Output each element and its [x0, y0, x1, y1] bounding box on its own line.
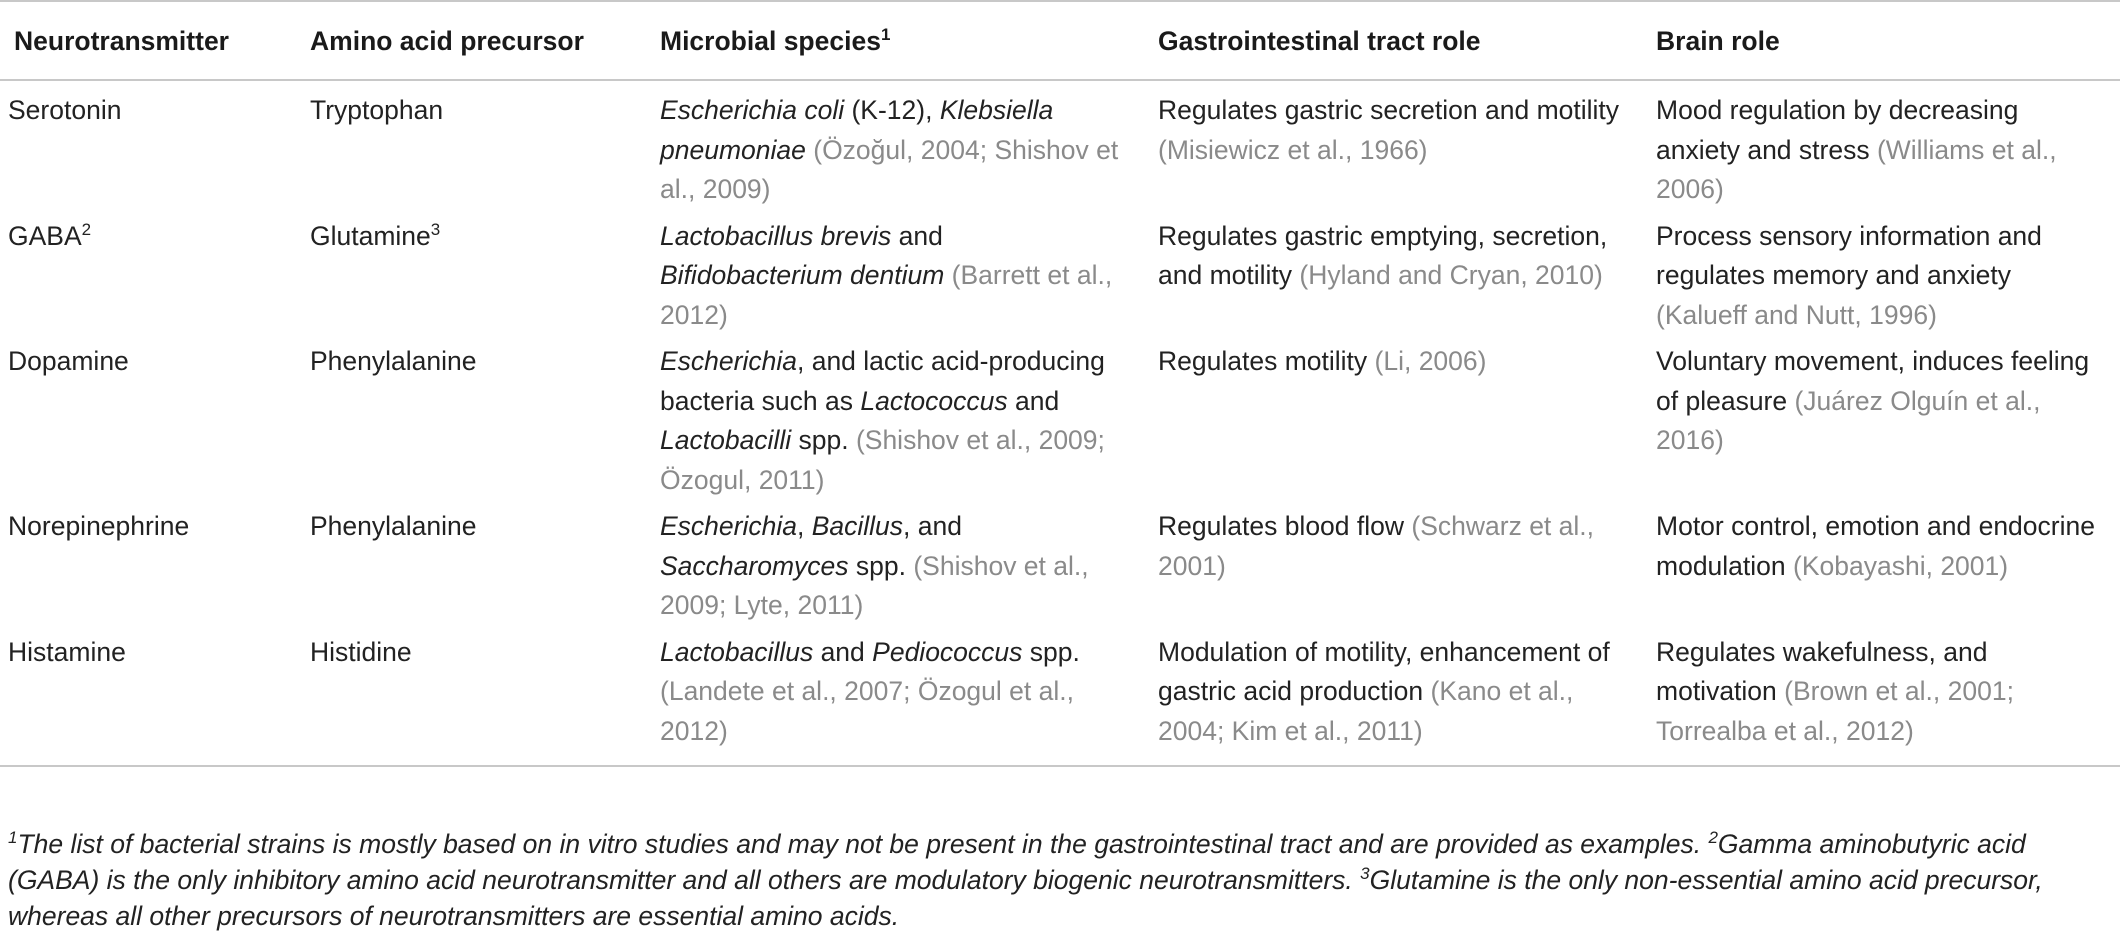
citation: (Özoğul, 2004; Shishov et al., 2009)	[660, 134, 1119, 204]
cell-text: Regulates gastric secretion and motility	[1158, 95, 1620, 125]
cell-text: Voluntary movement, induces feeling of pleasure	[1656, 346, 2090, 416]
citation: (Shishov et al., 2009; Özogul, 2011)	[660, 425, 1105, 495]
cell-precursor	[300, 629, 650, 767]
cell-microbial-species	[650, 213, 1148, 339]
table-row	[0, 338, 2120, 503]
cell-text: , and	[903, 511, 962, 541]
cell-text: , and lactic acid-producing bacteria such as	[660, 346, 1105, 416]
precursor-name: Histidine	[310, 636, 412, 667]
cell-precursor	[300, 503, 650, 629]
citation: (Hyland and Cryan, 2010)	[1299, 260, 1603, 290]
cell-text: Regulates wakefulness, and motivation	[1656, 636, 1988, 706]
precursor-name: Tryptophan	[310, 95, 444, 125]
citation: (Brown et al., 2001; Torrealba et al., 2012)	[1656, 676, 2014, 746]
cell-gi-role	[1148, 80, 1646, 213]
cell-text: (K-12),	[844, 95, 940, 125]
citation: (Shishov et al., 2009; Lyte, 2011)	[660, 550, 1089, 620]
cell-text: Regulates gastric emptying, secretion, and motility	[1158, 220, 1608, 290]
cell-neurotransmitter	[0, 503, 300, 629]
footnote-number: 3	[1360, 864, 1370, 884]
cell-gi-role	[1148, 213, 1646, 339]
citation: (Williams et al., 2006)	[1656, 134, 2057, 204]
neurotransmitter-name: Norepinephrine	[8, 511, 190, 541]
neurotransmitter-name: Histamine	[8, 636, 126, 667]
citation: (Landete et al., 2007; Özogul et al., 2012)	[660, 676, 1074, 746]
cell-brain-role	[1646, 213, 2120, 339]
species-name: Bacillus	[811, 511, 904, 541]
species-name: Bifidobacterium dentium	[660, 260, 945, 290]
table-body	[0, 80, 2120, 766]
neurotransmitter-name: Dopamine	[8, 346, 129, 376]
cell-neurotransmitter	[0, 213, 300, 339]
header-neurotransmitter-label: Neurotransmitter	[14, 26, 229, 56]
citation: (Schwarz et al., 2001)	[1158, 511, 1595, 581]
species-name: Escherichia	[660, 346, 797, 376]
species-name: Lactobacillus	[660, 636, 814, 667]
cell-brain-role	[1646, 338, 2120, 503]
species-name: Escherichia coli	[660, 95, 845, 125]
header-species-footnote-marker: 1	[880, 25, 891, 45]
footnote-marker: 3	[430, 219, 441, 239]
footnote-marker: 2	[81, 219, 92, 239]
cell-text	[944, 260, 951, 290]
species-name: Lactococcus	[860, 385, 1008, 416]
citation: (Li, 2006)	[1374, 346, 1487, 376]
cell-gi-role	[1148, 629, 1646, 767]
cell-text: Process sensory information and regulates memory and anxiety	[1656, 220, 2042, 290]
header-gi-label: Gastrointestinal tract role	[1158, 26, 1481, 56]
cell-text: Motor control, emotion and endocrine modulation	[1656, 511, 2095, 581]
cell-gi-role	[1148, 503, 1646, 629]
precursor-name: Phenylalanine	[310, 511, 477, 541]
cell-microbial-species	[650, 338, 1148, 503]
cell-text: and	[891, 220, 943, 251]
footnote-number: 1	[8, 828, 18, 848]
header-gi-tract-role	[1148, 1, 1646, 80]
cell-text: Regulates motility	[1158, 346, 1375, 376]
cell-gi-role	[1148, 338, 1646, 503]
cell-brain-role	[1646, 503, 2120, 629]
cell-neurotransmitter	[0, 629, 300, 767]
cell-text: and	[813, 636, 873, 667]
header-precursor-label: Amino acid precursor	[310, 26, 584, 56]
precursor-name: Phenylalanine	[310, 346, 477, 376]
cell-text: and	[1007, 385, 1060, 416]
cell-brain-role	[1646, 629, 2120, 767]
species-name: Klebsiella pneumoniae	[660, 95, 1054, 165]
neurotransmitter-name: Serotonin	[8, 95, 122, 125]
cell-text: Mood regulation by decreasing anxiety and stress	[1656, 95, 2019, 165]
cell-text: Modulation of motility, enhancement of gastric acid production	[1158, 636, 1610, 706]
cell-text: Regulates blood flow	[1158, 511, 1412, 541]
footnote-number: 2	[1708, 828, 1718, 848]
header-species-label: Microbial species	[660, 26, 881, 56]
cell-precursor	[300, 338, 650, 503]
citation: (Misiewicz et al., 1966)	[1158, 134, 1428, 165]
citation: (Kobayashi, 2001)	[1793, 550, 2009, 581]
species-name: Lactobacilli	[660, 425, 792, 455]
cell-neurotransmitter	[0, 80, 300, 213]
table-header	[0, 1, 2120, 80]
cell-microbial-species	[650, 80, 1148, 213]
cell-microbial-species	[650, 629, 1148, 767]
precursor-name: Glutamine	[310, 220, 431, 251]
cell-text: ,	[796, 511, 812, 541]
footnote-text: Gamma aminobutyric acid (GABA) is the only inhibitory amino acid neurotransmitter and all others are modulatory biogenic neurotransmitters.	[8, 829, 2026, 895]
header-brain-label: Brain role	[1656, 26, 1780, 56]
species-name: Lactobacillus brevis	[660, 220, 892, 251]
cell-precursor	[300, 80, 650, 213]
footnote-text: The list of bacterial strains is mostly based on in vitro studies and may not be present in the gastrointestinal tract and are provided as examples.	[17, 829, 1709, 859]
table-row	[0, 503, 2120, 629]
citation: (Juárez Olguín et al., 2016)	[1656, 385, 2041, 455]
cell-text: spp.	[848, 550, 914, 581]
cell-brain-role	[1646, 80, 2120, 213]
neurotransmitter-name: GABA	[8, 220, 82, 251]
species-name: Saccharomyces	[660, 550, 849, 581]
header-microbial-species	[650, 1, 1148, 80]
table-row	[0, 80, 2120, 213]
cell-text: spp.	[791, 425, 856, 455]
table-footnotes	[8, 826, 2108, 934]
table-row	[0, 213, 2120, 339]
citation: (Kalueff and Nutt, 1996)	[1656, 299, 1937, 330]
footnote-text: Glutamine is the only non-essential amino acid precursor, whereas all other precursors of neurotransmitters are essential amino acids.	[8, 865, 2043, 931]
table-row	[0, 629, 2120, 767]
species-name: Escherichia	[660, 511, 797, 541]
cell-neurotransmitter	[0, 338, 300, 503]
header-row	[0, 1, 2120, 80]
citation: (Barrett et al., 2012)	[660, 260, 1113, 330]
header-brain-role	[1646, 1, 2120, 80]
citation: (Kano et al., 2004; Kim et al., 2011)	[1158, 676, 1574, 746]
header-amino-acid-precursor	[300, 1, 650, 80]
cell-precursor	[300, 213, 650, 339]
cell-microbial-species	[650, 503, 1148, 629]
species-name: Pediococcus	[872, 636, 1023, 667]
cell-text: spp.	[1022, 636, 1080, 667]
header-neurotransmitter	[0, 1, 300, 80]
